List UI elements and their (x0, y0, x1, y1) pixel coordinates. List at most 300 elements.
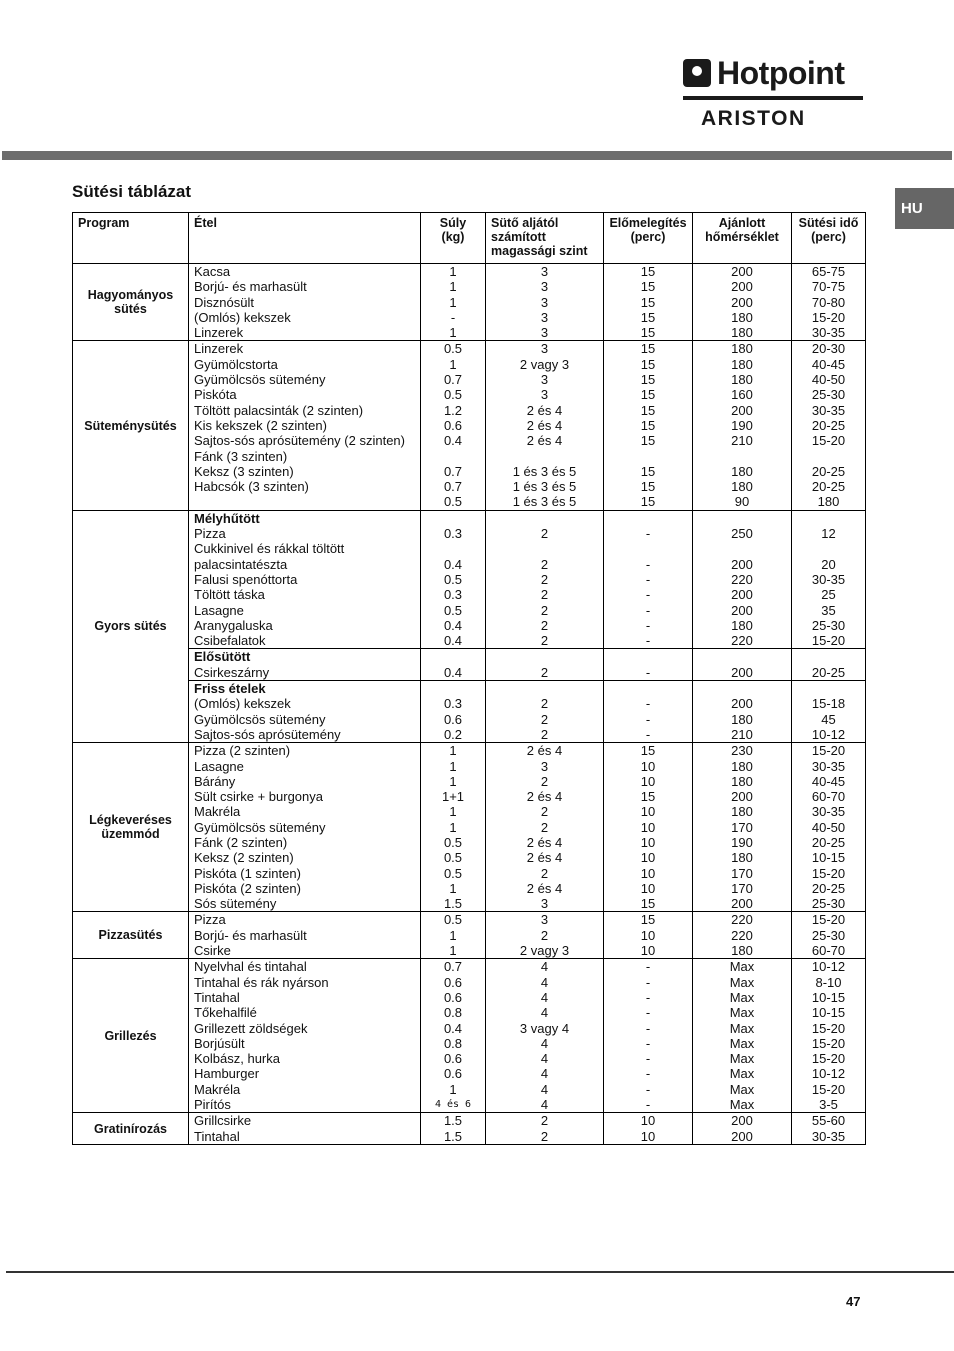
logo-mark-icon (683, 59, 711, 87)
temp-value: 180 (731, 943, 753, 959)
preheat-value: - (645, 726, 651, 742)
weight-cell (421, 743, 486, 912)
weight-value: 0.4 (443, 433, 463, 449)
temp-value: 210 (731, 433, 753, 449)
weight-value: 1.5 (443, 1128, 463, 1144)
header-preheat: Előmelegítés (perc) (604, 213, 693, 264)
preheat-value: 10 (640, 773, 656, 789)
header-level: Sütő aljától számított magassági szint (486, 213, 604, 264)
temp-cell (693, 912, 792, 959)
level-cell (486, 912, 604, 959)
time-cell (792, 510, 866, 649)
preheat-value: - (645, 1051, 651, 1067)
logo-sub: ARISTON (701, 107, 806, 130)
weight-value: 0.8 (443, 1005, 463, 1021)
preheat-value: - (645, 989, 651, 1005)
food-line: Borjú- és marhasült (194, 927, 307, 943)
temp-cell (693, 649, 792, 681)
time-cell (792, 649, 866, 681)
preheat-value: - (645, 711, 651, 727)
preheat-value: 10 (640, 804, 656, 820)
language-tab: HU (895, 188, 954, 229)
weight-value: 1 (449, 279, 457, 295)
level-cell (486, 681, 604, 743)
temp-value: 170 (731, 819, 753, 835)
level-value: 2 (540, 804, 549, 820)
preheat-value: - (645, 587, 651, 603)
weight-cell (421, 1113, 486, 1145)
level-value: 2 (540, 726, 549, 742)
weight-value: 0.7 (443, 479, 463, 495)
temp-value: Max (729, 1020, 755, 1036)
food-line: Tőkehalfilé (194, 1005, 257, 1021)
time-value: 20-25 (811, 463, 846, 479)
food-cell (189, 1113, 421, 1145)
time-value: 70-80 (811, 294, 846, 310)
temp-value: 170 (731, 880, 753, 896)
food-line: Sajtos-sós aprósütemény (194, 726, 341, 742)
preheat-value: 10 (640, 834, 656, 850)
food-line: Piskóta (1 szinten) (194, 865, 301, 881)
preheat-value: 15 (640, 279, 656, 295)
time-value: 180 (817, 494, 840, 510)
preheat-value: 10 (640, 850, 656, 866)
temp-value: 180 (731, 758, 753, 774)
table-row (73, 649, 866, 681)
weight-value: 0.4 (443, 617, 463, 633)
preheat-cell (604, 1113, 693, 1145)
level-value: 1 és 3 és 5 (512, 463, 577, 479)
weight-value: 0.4 (443, 1020, 463, 1036)
temp-value: 200 (731, 896, 753, 912)
footer-rule (6, 1271, 954, 1273)
temp-value: 220 (731, 912, 753, 928)
time-cell (792, 912, 866, 959)
preheat-value: - (645, 633, 651, 649)
food-line: Sült csirke + burgonya (194, 789, 323, 805)
food-line: Pizza (2 szinten) (194, 743, 291, 759)
food-line: Makréla (194, 804, 241, 820)
level-cell (486, 649, 604, 681)
weight-value: 0.6 (443, 1051, 463, 1067)
time-value: 15-20 (811, 633, 846, 649)
header-program: Program (73, 213, 189, 264)
preheat-value: - (645, 602, 651, 618)
time-value: 15-20 (811, 743, 846, 759)
preheat-cell (604, 649, 693, 681)
weight-value: 1.2 (443, 402, 463, 418)
group-heading: Mélyhűtött (194, 510, 260, 526)
temp-cell (693, 743, 792, 912)
weight-value: 1 (449, 758, 457, 774)
temp-value: 220 (731, 571, 753, 587)
preheat-value: 15 (640, 479, 656, 495)
level-value: 2 és 4 (526, 834, 563, 850)
temp-value (693, 541, 791, 556)
level-value: 2 (540, 773, 549, 789)
food-line: Linzerek (194, 341, 244, 357)
header-bar (2, 151, 952, 160)
food-line: Fánk (3 szinten) (194, 448, 288, 464)
weight-value: 0.3 (443, 587, 463, 603)
level-value: 4 (540, 1005, 549, 1021)
time-cell (792, 1113, 866, 1145)
preheat-value: 15 (640, 494, 656, 510)
weight-cell (421, 264, 486, 341)
level-value: 2 és 4 (526, 743, 563, 759)
temp-value: 200 (731, 294, 753, 310)
food-line: Borjúsült (194, 1035, 245, 1051)
level-value: 2 vagy 3 (519, 943, 570, 959)
temp-value: Max (729, 989, 755, 1005)
time-value: 3-5 (819, 1097, 838, 1113)
level-value: 2 (540, 696, 549, 712)
logo-brand: Hotpoint (717, 55, 845, 91)
preheat-value: 15 (640, 912, 656, 928)
temp-value: 220 (731, 633, 753, 649)
temp-value: Max (729, 959, 755, 975)
level-cell (486, 743, 604, 912)
header-time: Sütési idő (perc) (792, 213, 866, 264)
food-line: Gyümölcstorta (194, 356, 278, 372)
temp-value: 200 (731, 556, 753, 572)
preheat-cell (604, 341, 693, 510)
preheat-value: 10 (640, 865, 656, 881)
level-cell (486, 341, 604, 510)
time-cell (792, 264, 866, 341)
weight-value: 0.2 (443, 726, 463, 742)
food-cell (189, 510, 421, 649)
weight-value: 1 (449, 819, 457, 835)
level-value: 3 (540, 341, 549, 357)
weight-value: 0.4 (443, 556, 463, 572)
temp-value: Max (729, 1097, 755, 1113)
food-line: Habcsók (3 szinten) (194, 479, 309, 495)
temp-value: 180 (731, 479, 753, 495)
level-value: 2 (540, 664, 549, 680)
temp-value: Max (729, 1066, 755, 1082)
preheat-value: 10 (640, 819, 656, 835)
level-value: 2 és 4 (526, 880, 563, 896)
time-value: 10-12 (811, 726, 846, 742)
food-line: Hamburger (194, 1066, 260, 1082)
weight-value: 0.6 (443, 711, 463, 727)
weight-value: 0.6 (443, 989, 463, 1005)
table-row (73, 341, 866, 510)
temp-value: 200 (731, 789, 753, 805)
food-line: Bárány (194, 773, 236, 789)
level-value: 4 (540, 1097, 549, 1113)
food-line: Pirítós (194, 1097, 231, 1113)
preheat-value: 10 (640, 943, 656, 959)
time-cell (792, 959, 866, 1113)
food-line: Kis kekszek (2 szinten) (194, 417, 327, 433)
preheat-value: 15 (640, 433, 656, 449)
food-cell (189, 743, 421, 912)
weight-value (421, 541, 485, 556)
time-value: 15-20 (811, 433, 846, 449)
level-value: 2 (540, 617, 549, 633)
preheat-value: - (645, 1020, 651, 1036)
preheat-value: 15 (640, 463, 656, 479)
time-value: 40-45 (811, 356, 846, 372)
preheat-value: 15 (640, 309, 656, 325)
level-value: 2 (540, 711, 549, 727)
food-line: Tintahal (194, 1128, 240, 1144)
food-cell (189, 649, 421, 681)
weight-value: 1 (449, 325, 457, 341)
temp-value: 230 (731, 743, 753, 759)
food-line: Grillcsirke (194, 1113, 252, 1129)
food-line: Borjú- és marhasült (194, 279, 307, 295)
preheat-value: 15 (640, 372, 656, 388)
temp-value: 200 (731, 279, 753, 295)
preheat-value: - (645, 1035, 651, 1051)
food-line: Sajtos-sós aprósütemény (2 szinten) (194, 433, 405, 449)
temp-value: 200 (731, 264, 753, 279)
time-value: 40-50 (811, 819, 846, 835)
preheat-value: 10 (640, 927, 656, 943)
preheat-value: - (645, 664, 651, 680)
level-value: 2 és 4 (526, 850, 563, 866)
weight-value: 1 (449, 880, 457, 896)
preheat-value: 15 (640, 325, 656, 341)
time-value: 15-20 (811, 309, 846, 325)
level-value: 4 (540, 959, 549, 975)
temp-value: Max (729, 1081, 755, 1097)
preheat-value: 15 (640, 341, 656, 357)
program-cell: Légkeveréses üzemmód (73, 743, 189, 912)
time-value: 25-30 (811, 896, 846, 912)
time-value (792, 449, 865, 464)
time-value: 10-15 (811, 850, 846, 866)
preheat-value: 15 (640, 294, 656, 310)
food-line: Linzerek (194, 325, 244, 341)
food-line: Csibefalatok (194, 633, 266, 649)
food-line: Piskóta (2 szinten) (194, 880, 301, 896)
weight-value: 1 (449, 1081, 457, 1097)
temp-cell (693, 510, 792, 649)
temp-value: Max (729, 1035, 755, 1051)
level-value: 2 (540, 927, 549, 943)
time-value (792, 541, 865, 556)
temp-value: 210 (731, 726, 753, 742)
food-cell (189, 341, 421, 510)
time-value: 8-10 (815, 974, 842, 990)
program-cell: Grillezés (73, 959, 189, 1113)
weight-value: 1 (449, 943, 457, 959)
time-value: 10-15 (811, 989, 846, 1005)
food-line: Gyümölcsös sütemény (194, 372, 326, 388)
food-line: Tintahal és rák nyárson (194, 974, 329, 990)
time-value: 30-35 (811, 1128, 846, 1144)
weight-value: 0.6 (443, 417, 463, 433)
baking-table (72, 212, 866, 1145)
preheat-value: 15 (640, 743, 656, 759)
food-line: Gyümölcsös sütemény (194, 819, 326, 835)
time-value: 20-25 (811, 417, 846, 433)
logo-rule (683, 96, 863, 100)
level-value: 3 (540, 912, 549, 928)
time-value: 30-35 (811, 325, 846, 341)
group-heading: Friss ételek (194, 681, 266, 697)
preheat-value: - (645, 1005, 651, 1021)
temp-value: 180 (731, 463, 753, 479)
level-cell (486, 510, 604, 649)
preheat-cell (604, 510, 693, 649)
weight-value: 0.5 (443, 850, 463, 866)
temp-value: 200 (731, 1113, 753, 1129)
food-cell (189, 959, 421, 1113)
weight-value: 0.5 (443, 834, 463, 850)
preheat-value: 10 (640, 1128, 656, 1144)
time-value: 30-35 (811, 571, 846, 587)
time-value: 20-30 (811, 341, 846, 357)
food-line: Disznósült (194, 294, 254, 310)
level-value: 3 (540, 279, 549, 295)
weight-value: 0.7 (443, 372, 463, 388)
level-value: 1 és 3 és 5 (512, 494, 577, 510)
preheat-value: 15 (640, 402, 656, 418)
time-value: 30-35 (811, 402, 846, 418)
level-value: 2 és 4 (526, 417, 563, 433)
time-value: 10-12 (811, 1066, 846, 1082)
food-line: Töltött táska (194, 587, 265, 603)
food-line: Makréla (194, 1081, 241, 1097)
time-value: 65-75 (811, 264, 846, 279)
preheat-value: 10 (640, 758, 656, 774)
level-value (486, 449, 603, 464)
preheat-value: 10 (640, 1113, 656, 1129)
level-value: 4 (540, 1066, 549, 1082)
temp-value: Max (729, 1051, 755, 1067)
preheat-cell (604, 264, 693, 341)
preheat-value: - (645, 571, 651, 587)
table-row (73, 510, 866, 649)
temp-cell (693, 264, 792, 341)
preheat-value: 10 (640, 880, 656, 896)
weight-cell (421, 959, 486, 1113)
program-cell: Hagyományos sütés (73, 264, 189, 341)
weight-value: 1 (449, 264, 457, 279)
temp-value: 220 (731, 927, 753, 943)
level-value: 3 (540, 294, 549, 310)
food-line: Falusi spenóttorta (194, 571, 298, 587)
header-temp: Ajánlott hőmérséklet (693, 213, 792, 264)
weight-value: 1 (449, 743, 457, 759)
preheat-value: - (645, 696, 651, 712)
temp-value: 180 (731, 356, 753, 372)
temp-value: 170 (731, 865, 753, 881)
temp-value: 160 (731, 387, 753, 403)
table-row (73, 743, 866, 912)
weight-value: 0.6 (443, 1066, 463, 1082)
level-value: 2 (540, 633, 549, 649)
temp-value: 250 (731, 526, 753, 542)
weight-value: 0.6 (443, 974, 463, 990)
food-line: Gyümölcsös sütemény (194, 711, 326, 727)
weight-value: 1 (449, 294, 457, 310)
time-value: 60-70 (811, 789, 846, 805)
weight-value: 0.5 (443, 341, 463, 357)
level-value: 3 (540, 325, 549, 341)
food-line: Csirke (194, 943, 231, 959)
temp-value (693, 449, 791, 464)
temp-value: Max (729, 1005, 755, 1021)
temp-value: 180 (731, 617, 753, 633)
preheat-value: 15 (640, 264, 656, 279)
food-line: Piskóta (194, 387, 237, 403)
time-value: 15-20 (811, 1081, 846, 1097)
level-cell (486, 959, 604, 1113)
food-line: Tintahal (194, 989, 240, 1005)
food-line: Lasagne (194, 602, 244, 618)
preheat-value: - (645, 1081, 651, 1097)
weight-value: 0.3 (443, 526, 463, 542)
preheat-cell (604, 912, 693, 959)
page-title: Sütési táblázat (72, 182, 192, 201)
preheat-value: 15 (640, 417, 656, 433)
weight-cell (421, 681, 486, 743)
table-header-row (73, 213, 866, 264)
food-line: Kacsa (194, 264, 231, 279)
weight-value: 4 és 6 (434, 1099, 472, 1111)
level-cell (486, 1113, 604, 1145)
level-value: 2 és 4 (526, 789, 563, 805)
food-line: Grillezett zöldségek (194, 1020, 308, 1036)
weight-value: 0.7 (443, 463, 463, 479)
food-line: Töltött palacsinták (2 szinten) (194, 402, 364, 418)
preheat-value (604, 541, 692, 556)
level-value: 2 (540, 556, 549, 572)
temp-value: 90 (734, 494, 750, 510)
temp-value: 200 (731, 696, 753, 712)
table-row (73, 959, 866, 1113)
time-value: 15-20 (811, 1051, 846, 1067)
preheat-value: - (645, 526, 651, 542)
header-weight: Súly (kg) (421, 213, 486, 264)
food-line: Pizza (194, 912, 226, 928)
time-value: 12 (821, 526, 836, 542)
temp-value: 180 (731, 711, 753, 727)
level-value: 2 (540, 865, 549, 881)
level-value: 3 (540, 758, 549, 774)
level-value: 3 (540, 309, 549, 325)
food-line: (Omlós) kekszek (194, 696, 291, 712)
time-value: 15-20 (811, 1020, 846, 1036)
time-value: 20 (821, 556, 836, 572)
weight-value: 0.5 (443, 571, 463, 587)
level-value (486, 541, 603, 556)
program-cell: Süteménysütés (73, 341, 189, 510)
level-value: 2 (540, 526, 549, 542)
time-value: 35 (821, 602, 836, 618)
food-line: Keksz (3 szinten) (194, 463, 294, 479)
level-value: 4 (540, 1035, 549, 1051)
weight-value: 0.4 (443, 664, 463, 680)
preheat-value: 15 (640, 356, 656, 372)
time-value: 25 (821, 587, 836, 603)
food-line: Cukkinivel és rákkal töltött (194, 541, 345, 557)
weight-value: 1 (449, 773, 457, 789)
temp-value: 200 (731, 1128, 753, 1144)
weight-value: 0.5 (443, 494, 463, 510)
level-value: 4 (540, 974, 549, 990)
temp-value: 180 (731, 372, 753, 388)
time-value: 25-30 (811, 927, 846, 943)
program-cell: Pizzasütés (73, 912, 189, 959)
level-value: 3 (540, 372, 549, 388)
